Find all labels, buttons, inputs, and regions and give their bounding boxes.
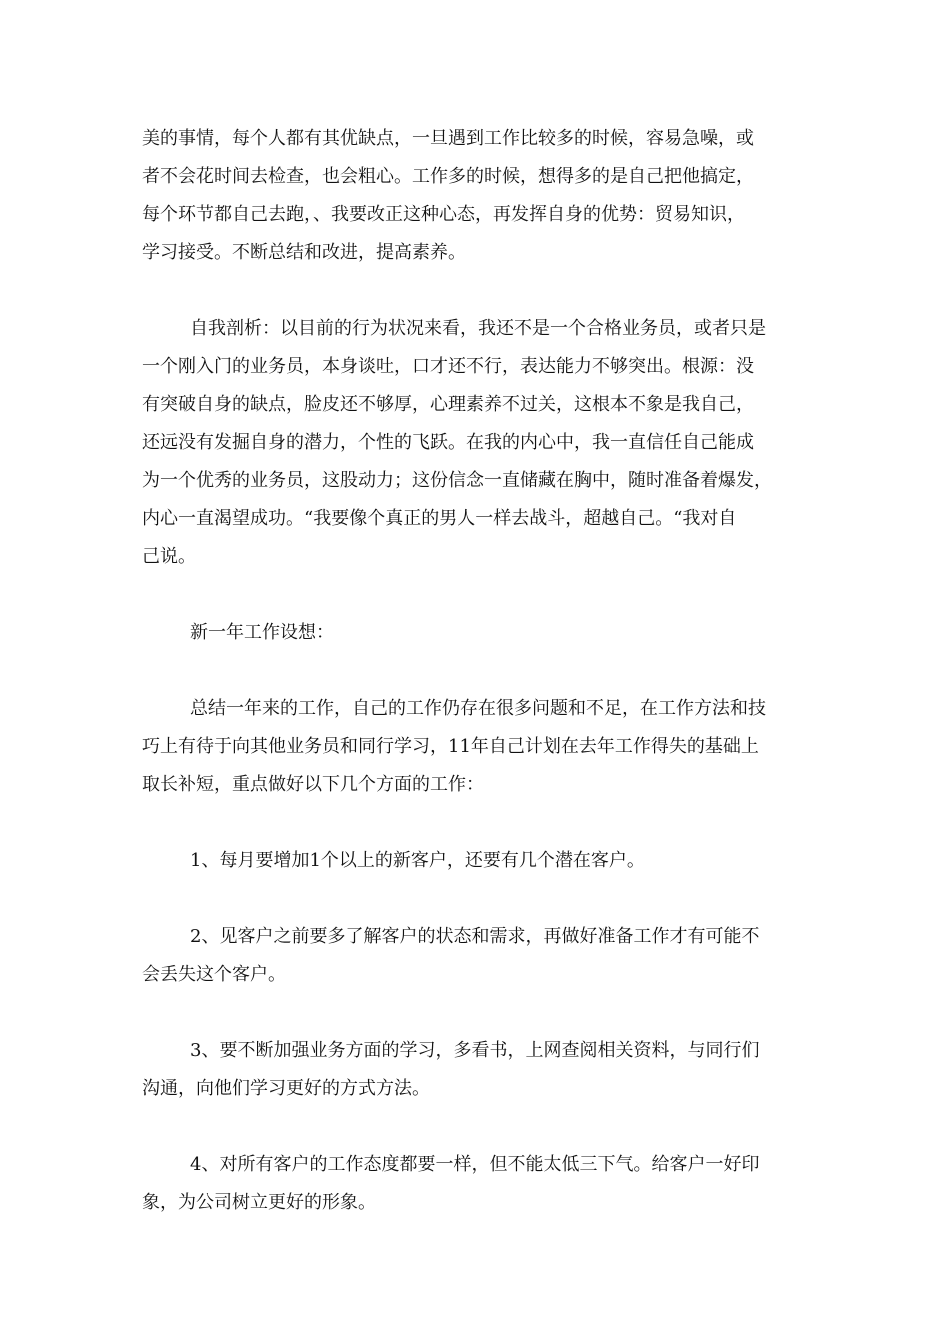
text-line: 每个环节都自己去跑，、我要改正这种心态，再发挥自身的优势：贸易知识，	[142, 204, 745, 225]
text-line: 象，为公司树立更好的形象。	[142, 1192, 376, 1213]
text-line: 自我剖析：以目前的行为状况来看，我还不是一个合格业务员，或者只是	[190, 318, 766, 339]
paragraph-continuation	[142, 120, 810, 272]
text-line: 己说。	[142, 546, 196, 567]
text-line: 者不会花时间去检查，也会粗心。工作多的时候，想得多的是自己把他搞定，	[142, 166, 754, 187]
text-line: 有突破自身的缺点，脸皮还不够厚，心理素养不过关，这根本不象是我自己，	[142, 394, 754, 415]
text-line: 巧上有待于向其他业务员和同行学习，11年自己计划在去年工作得失的基础上	[142, 736, 759, 757]
text-line: 新一年工作设想：	[190, 622, 334, 643]
text-line: 美的事情，每个人都有其优缺点，一旦遇到工作比较多的时候，容易急噪，或	[142, 128, 754, 149]
text-line: 学习接受。不断总结和改进，提高素养。	[142, 242, 466, 263]
list-item-3	[142, 1032, 810, 1108]
section-heading-new-year-plan	[142, 614, 810, 652]
list-item-2	[142, 918, 810, 994]
text-line: 4、对所有客户的工作态度都要一样，但不能太低三下气。给客户一好印	[190, 1154, 760, 1175]
text-line: 总结一年来的工作，自己的工作仍存在很多问题和不足，在工作方法和技	[190, 698, 766, 719]
text-line: 沟通，向他们学习更好的方式方法。	[142, 1078, 430, 1099]
text-line: 还远没有发掘自身的潜力，个性的飞跃。在我的内心中，我一直信任自己能成	[142, 432, 754, 453]
text-line: 取长补短，重点做好以下几个方面的工作：	[142, 774, 484, 795]
text-line: 为一个优秀的业务员，这股动力；这份信念一直储藏在胸中，随时准备着爆发，	[142, 470, 772, 491]
list-item-1	[142, 842, 810, 880]
text-line: 2、见客户之前要多了解客户的状态和需求，再做好准备工作才有可能不	[190, 926, 760, 947]
text-line: 内心一直渴望成功。“我要像个真正的男人一样去战斗，超越自己。“我对自	[142, 508, 737, 529]
document-body	[142, 120, 810, 1260]
text-line: 会丢失这个客户。	[142, 964, 286, 985]
paragraph-self-analysis	[142, 310, 810, 576]
text-line: 1、每月要增加1个以上的新客户，还要有几个潜在客户。	[190, 850, 645, 871]
list-item-4	[142, 1146, 810, 1222]
paragraph-summary	[142, 690, 810, 804]
text-line: 一个刚入门的业务员，本身谈吐，口才还不行，表达能力不够突出。根源：没	[142, 356, 754, 377]
text-line: 3、要不断加强业务方面的学习，多看书，上网查阅相关资料，与同行们	[190, 1040, 760, 1061]
